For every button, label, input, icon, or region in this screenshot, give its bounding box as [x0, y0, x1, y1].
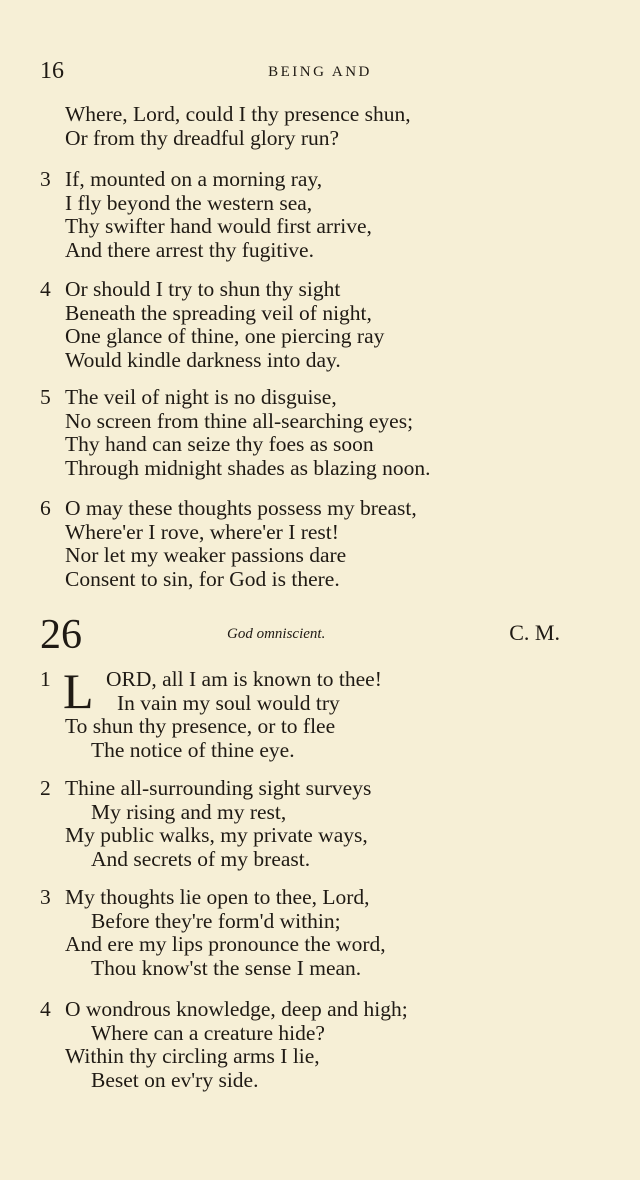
- stanza-number: 1: [40, 667, 51, 691]
- verse-line: The veil of night is no disguise,: [65, 385, 337, 409]
- stanza: [40, 777, 580, 871]
- verse-line: Thine all-surrounding sight surveys: [65, 776, 372, 800]
- verse-line: Through midnight shades as blazing noon.: [65, 455, 431, 480]
- drop-cap: L: [63, 663, 94, 719]
- stanza: [40, 663, 580, 762]
- verse-line: Beset on ev'ry side.: [91, 1067, 259, 1092]
- verse-line: Thy hand can seize thy foes as soon: [65, 432, 374, 456]
- hymn-number: 26: [40, 612, 82, 658]
- verse-line: Beneath the spreading veil of night,: [65, 300, 372, 325]
- stanza-number: 4: [40, 277, 51, 301]
- verse-line: Nor let my weaker passions dare: [65, 543, 347, 567]
- running-head: BEING AND: [268, 64, 372, 80]
- verse-line: In vain my soul would try: [117, 690, 340, 715]
- stanza: [40, 886, 580, 980]
- verse-line: Or from thy dreadful glory run?: [65, 125, 340, 150]
- stanza-number: 3: [40, 167, 51, 191]
- verse-line: Before they're form'd within;: [91, 908, 341, 933]
- stanza: [40, 386, 580, 480]
- verse-line: If, mounted on a morning ray,: [65, 167, 323, 191]
- page-header: [40, 58, 600, 92]
- stanza-number: 4: [40, 997, 51, 1021]
- verse-line: No screen from thine all-searching eyes;: [65, 408, 414, 433]
- verse-line: My thoughts lie open to thee, Lord,: [65, 885, 370, 909]
- verse-line: The notice of thine eye.: [91, 737, 295, 762]
- stanza-number: 3: [40, 885, 51, 909]
- verse-line: Within thy circling arms I lie,: [65, 1044, 320, 1068]
- stanza-number: 2: [40, 776, 51, 800]
- verse-line: Thou know'st the sense I mean.: [91, 955, 362, 980]
- verse-line: Or should I try to shun thy sight: [65, 277, 341, 301]
- hymn-meter: C. M.: [509, 620, 560, 645]
- hymn-title: God omniscient.: [227, 626, 326, 642]
- verse-line: Would kindle darkness into day.: [65, 347, 341, 372]
- verse-line: ORD, all I am is known to thee!: [106, 667, 382, 691]
- verse-line: And ere my lips pronounce the word,: [65, 932, 386, 956]
- verse-line: Where can a creature hide?: [91, 1020, 325, 1045]
- verse-line: To shun thy presence, or to flee: [65, 714, 336, 738]
- stanza: [40, 168, 580, 262]
- verse-line: And secrets of my breast.: [91, 846, 311, 871]
- verse-line: O may these thoughts possess my breast,: [65, 496, 417, 520]
- verse-line: Where'er I rove, where'er I rest!: [65, 519, 339, 544]
- continued-stanza: [40, 103, 580, 150]
- hymn-heading: [40, 612, 560, 658]
- page-number: 16: [40, 58, 64, 84]
- stanza: [40, 278, 580, 372]
- verse-line: My public walks, my private ways,: [65, 823, 368, 847]
- stanza: [40, 998, 580, 1092]
- verse-line: Thy swifter hand would first arrive,: [65, 214, 372, 238]
- verse-line: And there arrest thy fugitive.: [65, 237, 314, 262]
- verse-line: One glance of thine, one piercing ray: [65, 324, 385, 348]
- stanza-number: 5: [40, 385, 51, 409]
- verse-line: Where, Lord, could I thy presence shun,: [65, 102, 411, 126]
- stanza-number: 6: [40, 496, 51, 520]
- stanza: [40, 497, 580, 591]
- verse-line: My rising and my rest,: [91, 799, 287, 824]
- verse-line: Consent to sin, for God is there.: [65, 566, 340, 591]
- verse-line: O wondrous knowledge, deep and high;: [65, 997, 408, 1021]
- verse-line: I fly beyond the western sea,: [65, 190, 313, 215]
